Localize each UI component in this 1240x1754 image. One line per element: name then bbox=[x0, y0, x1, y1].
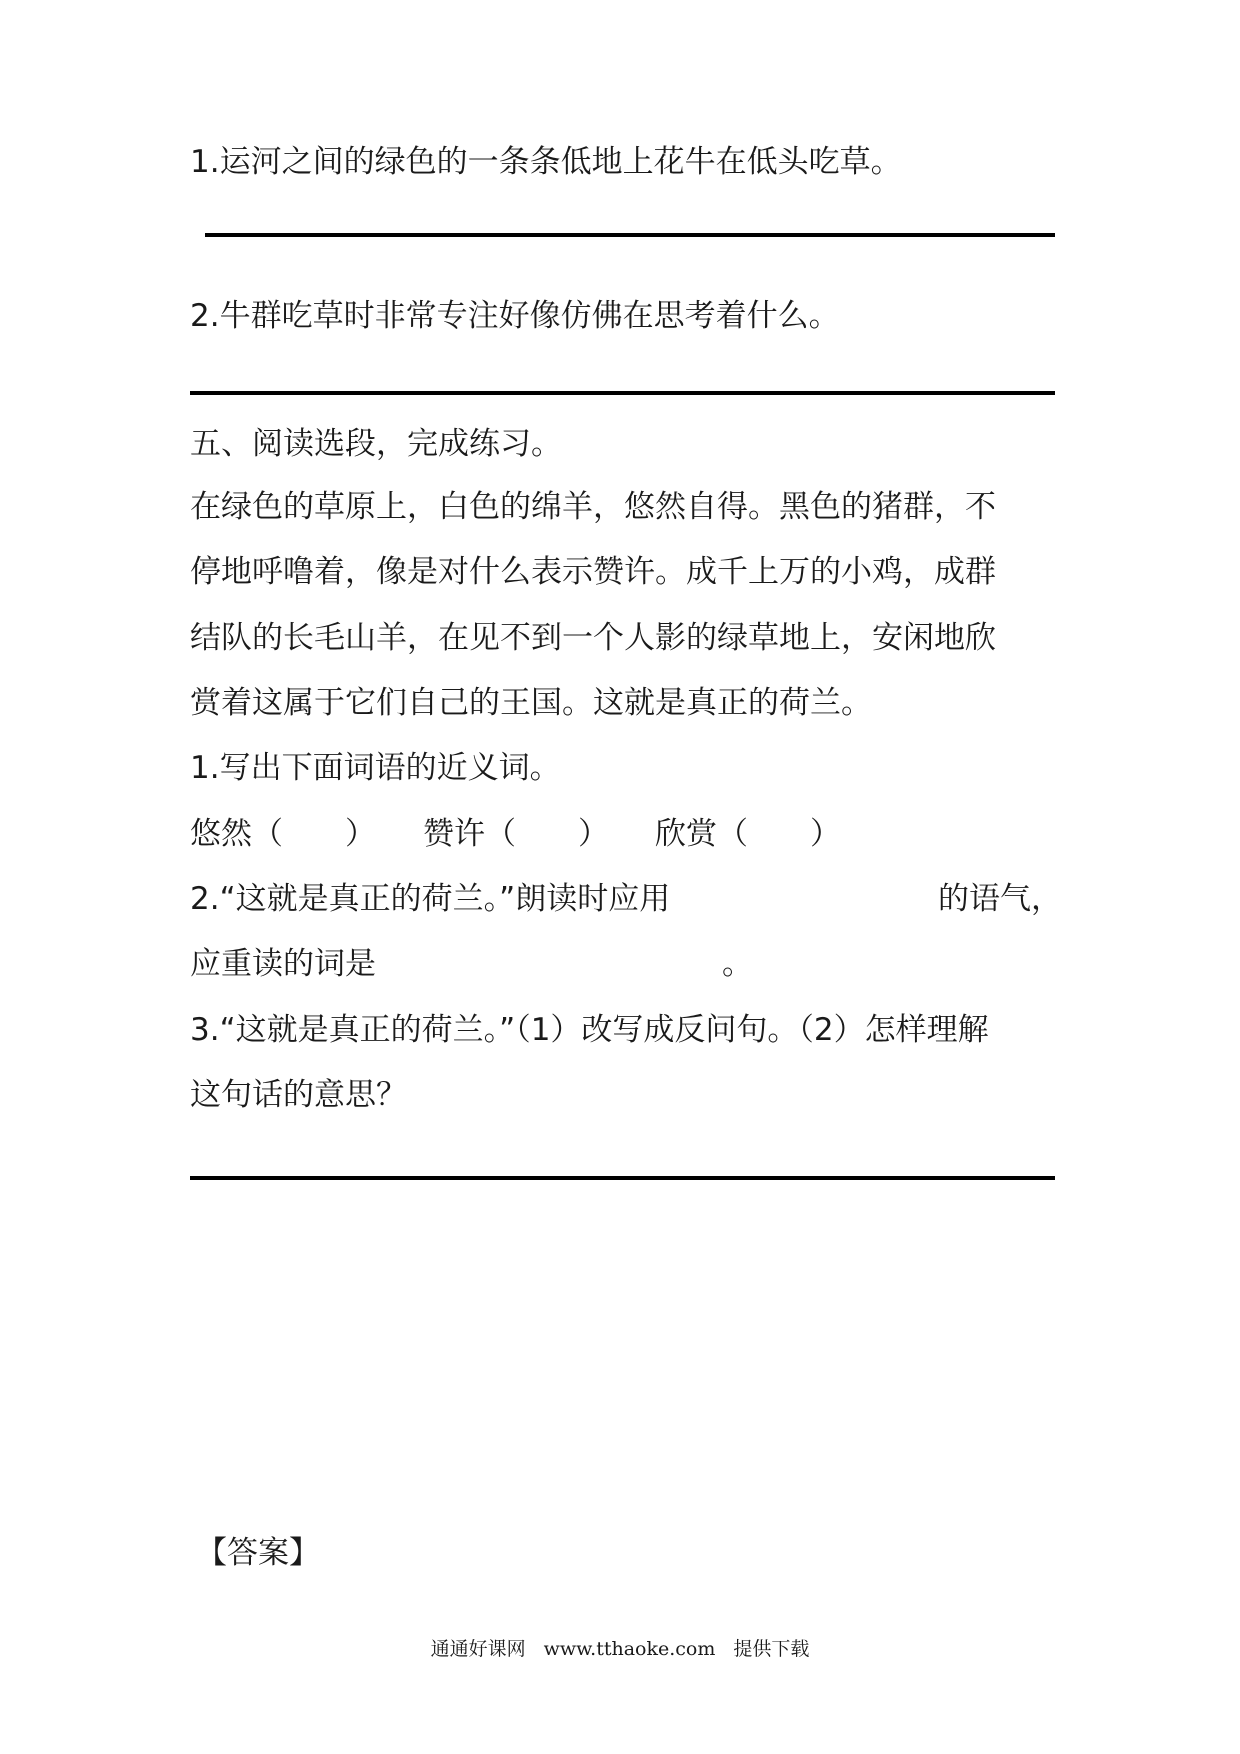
passage-line-3: 结队的长毛山羊，在见不到一个人影的绿草地上，安闲地欣 bbox=[190, 620, 996, 656]
exercise-sentence-1: 1.运河之间的绿色的一条条低地上花牛在低头吃草。 bbox=[190, 144, 902, 180]
question-2-part-2: 的语气， bbox=[938, 881, 1062, 917]
question-3-line-2: 这句话的意思？ bbox=[190, 1077, 407, 1113]
footer-site-name: 通通好课网 bbox=[430, 1638, 526, 1660]
answer-line-2 bbox=[190, 391, 1055, 395]
exercise-sentence-2: 2.牛群吃草时非常专注好像仿佛在思考着什么。 bbox=[190, 298, 840, 334]
section-heading: 五、阅读选段，完成练习。 bbox=[190, 426, 562, 462]
footer-suffix: 提供下载 bbox=[733, 1638, 810, 1660]
passage-line-4: 赏着这属于它们自己的王国。这就是真正的荷兰。 bbox=[190, 685, 872, 721]
answer-line-3 bbox=[190, 1176, 1055, 1180]
answer-line-1 bbox=[205, 233, 1055, 237]
footer-url[interactable]: www.tthaoke.com bbox=[543, 1638, 716, 1660]
question-2-part-4: 。 bbox=[722, 946, 753, 982]
passage-line-1: 在绿色的草原上，白色的绵羊，悠然自得。黑色的猪群，不 bbox=[190, 489, 996, 525]
synonym-item-1: 悠然（ ） bbox=[190, 816, 376, 852]
question-2-part-1: 2.“这就是真正的荷兰。”朗读时应用 bbox=[190, 881, 671, 917]
passage-line-2: 停地呼噜着，像是对什么表示赞许。成千上万的小鸡，成群 bbox=[190, 554, 996, 590]
question-2-part-3: 应重读的词是 bbox=[190, 946, 376, 982]
question-3-line-1: 3.“这就是真正的荷兰。”（1）改写成反问句。（2）怎样理解 bbox=[190, 1012, 989, 1048]
question-1-prompt: 1.写出下面词语的近义词。 bbox=[190, 750, 561, 786]
answer-heading: 【答案】 bbox=[196, 1535, 320, 1571]
synonym-item-2: 赞许（ ） bbox=[423, 816, 609, 852]
page-footer bbox=[0, 1636, 1240, 1662]
synonym-item-3: 欣赏（ ） bbox=[655, 816, 841, 852]
